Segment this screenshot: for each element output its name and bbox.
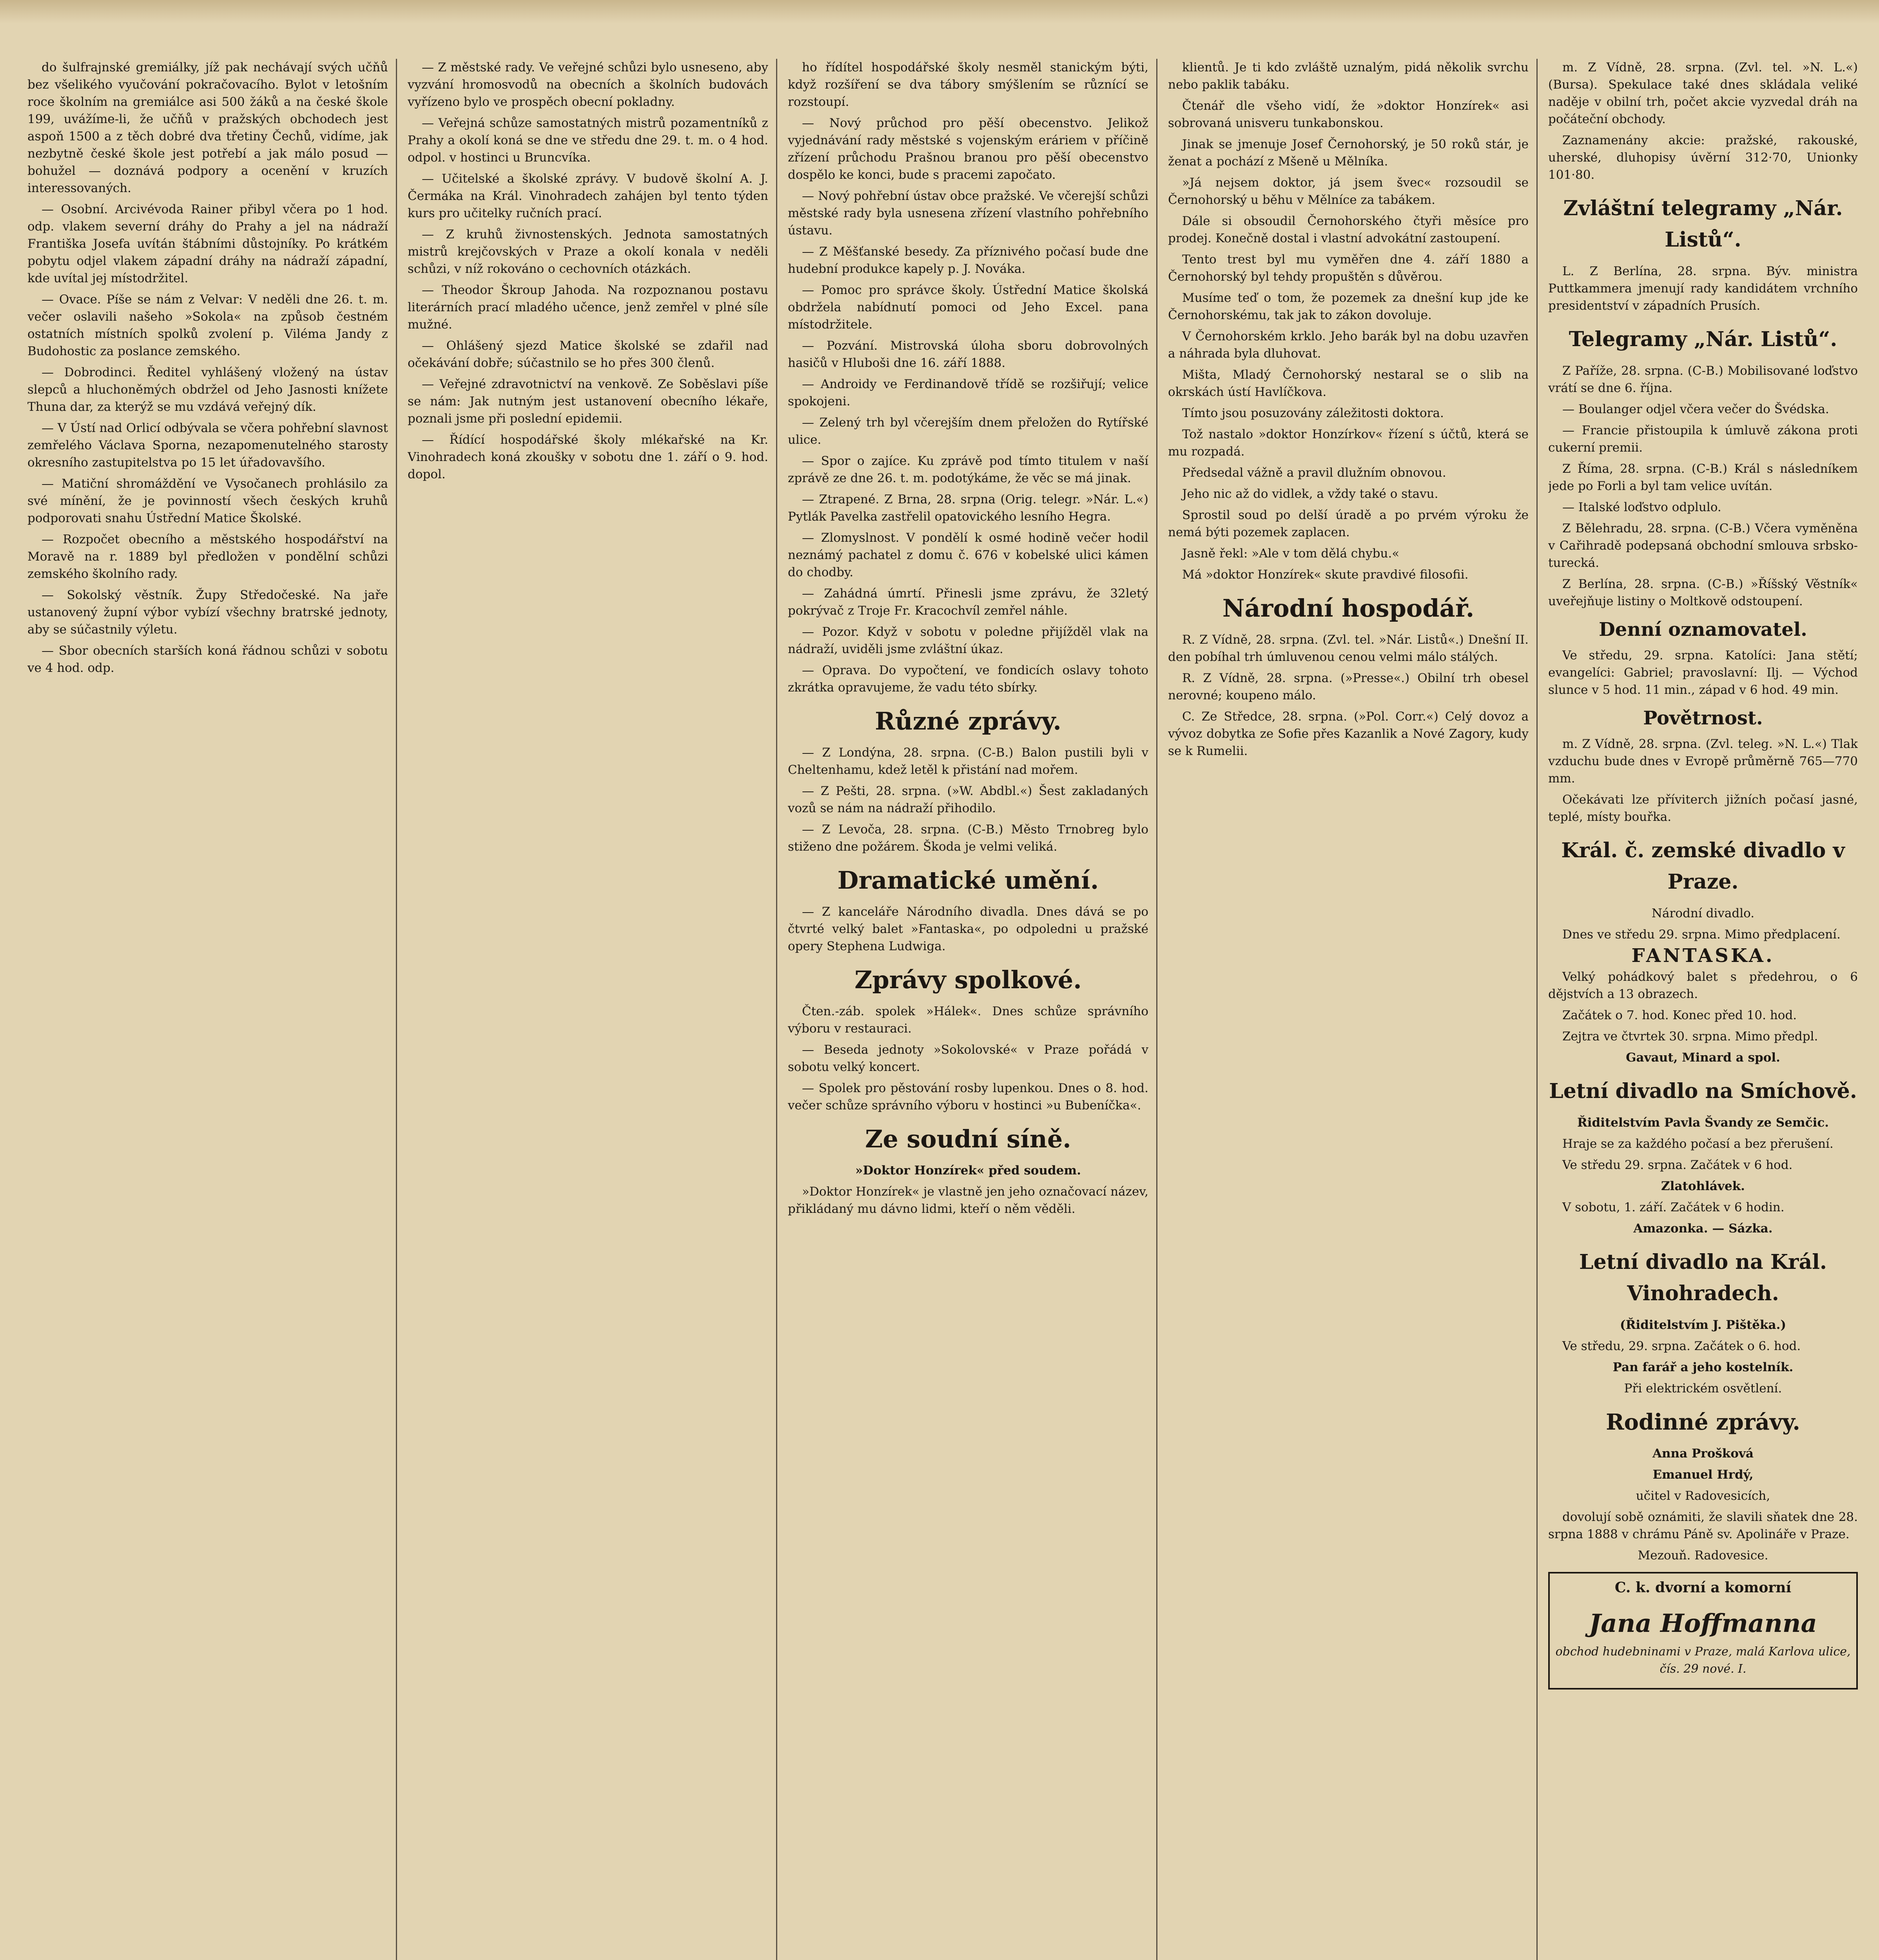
column-divider: [1156, 59, 1157, 1960]
column-divider: [776, 59, 777, 1960]
article-paragraph: Tímto jsou posuzovány záležitosti doktora.: [1182, 406, 1444, 420]
article-paragraph: R. Z Vídně, 28. srpna. (Zvl. tel. »Nár. Listů«.) Dnešní II. den pobíhal trh úmluvenou cenou velmi málo stálých.: [1168, 633, 1529, 664]
column-3: [788, 59, 1148, 1960]
article-paragraph: — Veřejné zdravotnictví na venkově. Ze Soběslavi píše se nám: Jak nutným jest ustanovení obecního lékaře, poznali jsme při poslední epidemii.: [408, 377, 768, 426]
article-paragraph: Jinak se jmenuje Josef Černohorský, je 50 roků stár, je ženat a pochází z Mšeně u Mělníka.: [1168, 137, 1529, 169]
article-paragraph: — Theodor Škroup Jahoda. Na rozpoznanou postavu literárních prací mladého učence, jenž zemřel v plné síle mužné.: [408, 283, 768, 332]
article-paragraph: — Ztrapené. Z Brna, 28. srpna (Orig. telegr. »Nár. L.«) Pytlák Pavelka zastřelil opatovického lesního Hegra.: [788, 492, 1148, 524]
article-paragraph: — Z Měšťanské besedy. Za příznivého počasí bude dne hudební produkce kapely p. J. Nováka.: [788, 245, 1148, 276]
article-paragraph: — Spolek pro pěstování rosby lupenkou. Dnes o 8. hod. večer schůze správního výboru v hostinci »u Bubeníčka«.: [788, 1081, 1148, 1112]
section-heading-povetrnost: Povětrnost.: [1643, 707, 1763, 729]
article-paragraph: Předsedal vážně a pravil dlužním obnovou.: [1182, 466, 1446, 480]
theatre-subtitle: Národní divadlo.: [1651, 906, 1755, 920]
theatre-line: Při elektrickém osvětlení.: [1624, 1381, 1782, 1396]
article-paragraph: R. Z Vídně, 28. srpna. (»Presse«.) Obilní trh obesel nerovné; koupeno málo.: [1168, 671, 1529, 702]
section-heading-dramaticke-umeni: Dramatické umění.: [837, 866, 1099, 895]
article-paragraph: klientů. Je ti kdo zvláště uznalým, pidá několik svrchu nebo paklik tabáku.: [1168, 60, 1529, 92]
article-paragraph: — Dobrodinci. Ředitel vyhlášený vložený na ústav slepců a hluchoněmých obdržel od Jeho Jasnosti knížete Thuna dar, za kterýž se mu vzdává veřejný dík.: [27, 365, 388, 414]
play-title: Zlatohlávek.: [1661, 1179, 1745, 1193]
family-line: Mezouň. Radovesice.: [1638, 1548, 1768, 1563]
article-paragraph: — Rozpočet obecního a městského hospodářství na Moravě na r. 1889 byl předložen v pondělní schůzi zemského školního rady.: [27, 532, 388, 581]
theatre-line: Zejtra ve čtvrtek 30. srpna. Mimo předpl.: [1562, 1029, 1818, 1044]
article-paragraph: Z Říma, 28. srpna. (C-B.) Král s následníkem jede po Forli a byl tam velice uvítán.: [1548, 462, 1858, 493]
article-paragraph: Má »doktor Honzírek« skute pravdivé filosofii.: [1182, 568, 1469, 582]
article-paragraph: — Oprava. Do vypočtení, ve fondicích oslavy tohoto zkrátka opravujeme, že vadu této sbírky.: [788, 663, 1148, 695]
family-line: dovolují sobě oznámiti, že slavili sňatek dne 28. srpna 1888 v chrámu Páně sv. Apolináře v Praze.: [1548, 1510, 1858, 1541]
article-paragraph: — Nový pohřební ústav obce pražské. Ve včerejší schůzi městské rady byla usnesena zřízení vlastního pohřebního ústavu.: [788, 189, 1148, 238]
article-paragraph: Tož nastalo »doktor Honzírkov« řízení s účtů, která se mu rozpadá.: [1168, 427, 1529, 459]
section-heading-telegramy: Telegramy „Nár. Listů“.: [1569, 327, 1837, 351]
article-paragraph: — Pozor. Když v sobotu v poledne přijížděl vlak na nádraží, uviděli jsme zvláštní úkaz.: [788, 625, 1148, 656]
section-heading-ruzne-zpravy: Různé zprávy.: [875, 707, 1061, 735]
theatre-line: Velký pohádkový balet s předehrou, o 6 dějstvích a 13 obrazech.: [1548, 970, 1858, 1001]
article-paragraph: do šulfrajnské gremiálky, jíž pak nechávají svých učňů bez všelikého vyučování pokračovacího. Bylot v letošním roce školním na gremiálce asi 500 žáků a na české škole 199, uvážíme-li, že učňů v pražských obchodech jest aspoň 1500 a z těch dobré dva třetiny Čechů, vidíme, jak nezbytně české škole jest potřebí a jak málo posud — bohužel — doznává podpory a ocenění v kruzích interessovaných.: [27, 60, 388, 195]
article-paragraph: Čten.-záb. spolek »Hálek«. Dnes schůze správního výboru v restauraci.: [788, 1004, 1148, 1036]
article-paragraph: — Zlomyslnost. V pondělí k osmé hodině večer hodil neznámý pachatel z domu č. 676 v kobelské ulici kámen do chodby.: [788, 531, 1148, 579]
article-paragraph: C. Ze Středce, 28. srpna. (»Pol. Corr.«) Celý dovoz a vývoz dobytka ze Sofie přes Kazanlik a Nové Zagory, kudy se k Rumelii.: [1168, 710, 1529, 758]
theatre-line: Začátek o 7. hod. Konec před 10. hod.: [1562, 1008, 1797, 1022]
article-paragraph: V Černohorském krklo. Jeho barák byl na dobu uzavřen a náhrada byla dluhovat.: [1168, 329, 1529, 361]
article-paragraph: m. Z Vídně, 28. srpna. (Zvl. tel. »N. L.«) (Bursa). Spekulace také dnes skládala veliké naděje v obilní trh, počet akcie vyzvedal dráh na počáteční obchody.: [1548, 60, 1858, 126]
article-paragraph: — Androidy ve Ferdinandově třídě se rozšiřují; velice spokojeni.: [788, 377, 1148, 408]
article-paragraph: Mišta, Mladý Černohorský nestaral se o slib na okrskách ústí Havlíčkova.: [1168, 368, 1529, 399]
play-title: Amazonka. — Sázka.: [1633, 1221, 1773, 1236]
article-paragraph: — Nový průchod pro pěší obecenstvo. Jelikož vyjednávání rady městské s vojenským eráriem v příčině zřízení průchodu Prašnou branou pro pěší obecenstvo dospělo ke konci, bude s pracemi započato.: [788, 116, 1148, 182]
article-paragraph: — Italské loďstvo odplulo.: [1562, 500, 1721, 514]
article-paragraph: — Ovace. Píše se nám z Velvar: V neděli dne 26. t. m. večer oslavili našeho »Sokola« na způsob čestném ostatních místních spolků zvolení p. Viléma Jandy z Budohostic za poslance zemského.: [27, 292, 388, 358]
article-paragraph: Musíme teď o tom, že pozemek za dnešní kup jde ke Černohorskému, tak jak to zákon dovoluje.: [1168, 291, 1529, 322]
section-heading-vinohrady: Letní divadlo na Král. Vinohradech.: [1579, 1250, 1827, 1305]
theatre-subtitle: Řiditelstvím Pavla Švandy ze Semčic.: [1577, 1116, 1829, 1130]
article-paragraph: Tento trest byl mu vyměřen dne 4. září 1880 a Černohorský byl tehdy propuštěn s důvěrou.: [1168, 252, 1529, 284]
column-1: [27, 59, 388, 1960]
article-paragraph: — Beseda jednoty »Sokolovské« v Praze pořádá v sobotu velký koncert.: [788, 1043, 1148, 1074]
article-paragraph: Čtenář dle všeho vidí, že »doktor Honzírek« asi sobrovaná unisveru tunkabonskou.: [1168, 99, 1529, 130]
article-paragraph: — V Ústí nad Orlicí odbývala se včera pohřební slavnost zemřelého Václava Sporna, nezapomenutelného starosty okresního zastupitelstva po 15 let úřadovavšího.: [27, 421, 388, 470]
article-paragraph: — Spor o zajíce. Ku zprávě pod tímto titulem v naší zprávě ze dne 26. t. m. podotýkáme, že věc se má jinak.: [788, 454, 1148, 485]
family-line: učitel v Radovesicích,: [1636, 1489, 1770, 1503]
article-paragraph: Ve středu, 29. srpna. Katolíci: Jana stětí; evangelíci: Gabriel; pravoslavní: Ilj. — Východ slunce v 5 hod. 11 min., západ v 6 hod. 49 min.: [1548, 648, 1858, 697]
section-heading-smichov: Letní divadlo na Smíchově.: [1549, 1079, 1857, 1103]
article-paragraph: — Zahádná úmrtí. Přinesli jsme zprávu, že 32letý pokrývač z Troje Fr. Kracochvíl zemřel náhle.: [788, 586, 1148, 618]
article-paragraph: »Já nejsem doktor, já jsem švec« rozsoudil se Černohorský u běhu v Mělníce za tabákem.: [1168, 176, 1529, 207]
article-paragraph: Jeho nic až do vidlek, a vždy také o stavu.: [1182, 487, 1438, 501]
article-paragraph: — Z Londýna, 28. srpna. (C-B.) Balon pustili byli v Cheltenhamu, kdež letěl k přistání nad mořem.: [788, 746, 1148, 777]
column-divider: [1536, 59, 1538, 1960]
article-paragraph: — Zelený trh byl včerejším dnem přeložen do Rytířské ulice.: [788, 416, 1148, 447]
article-paragraph: — Boulanger odjel včera večer do Švédska.: [1562, 402, 1829, 416]
article-paragraph: — Učitelské a školské zprávy. V budově školní A. J. Čermáka na Král. Vinohradech zahájen byl tento týden kurs pro učitelky ručních prací.: [408, 172, 768, 220]
article-paragraph: — Osobní. Arcivévoda Rainer přibyl včera po 1 hod. odp. vlakem severní dráhy do Prahy a jel na nádraží Františka Josefa uvítán štábními důstojníky. Po krátkém pobytu odjel vlakem západní dráhy na nádraží západní, kde uvítal jej místodržitel.: [27, 202, 388, 285]
section-heading-ze-soudni-sine: Ze soudní síně.: [865, 1125, 1071, 1153]
section-heading-zvlastni-telegramy: Zvláštní telegramy „Nár. Listů“.: [1563, 196, 1843, 252]
article-paragraph: — Pomoc pro správce školy. Ústřední Matice školská obdržela nabídnutí pomoci od Jeho Excel. pana místodržitele.: [788, 283, 1148, 332]
article-paragraph: m. Z Vídně, 28. srpna. (Zvl. teleg. »N. L.«) Tlak vzduchu bude dnes v Evropě průměrně 765—770 mm.: [1548, 737, 1858, 786]
theatre-subtitle: (Řiditelstvím J. Pištěka.): [1620, 1318, 1787, 1332]
article-paragraph: — Z kruhů živnostenských. Jednota samostatných mistrů krejčovských v Praze a okolí konala v neděli schůzi, v níž rokováno o cechovních otázkách.: [408, 227, 768, 276]
article-paragraph: — Veřejná schůze samostatných mistrů pozamentníků z Prahy a okolí koná se dne ve středu dne 29. t. m. o 4 hod. odpol. v hostinci u Bruncvíka.: [408, 116, 768, 165]
article-paragraph: L. Z Berlína, 28. srpna. Býv. ministra Puttkammera jmenují rady kandidátem vrchního presidentství v západních Prusích.: [1548, 264, 1858, 313]
article-paragraph: — Francie přistoupila k úmluvě zákona proti cukerní premii.: [1548, 423, 1858, 455]
section-heading-narodni-hospodar: Národní hospodář.: [1222, 594, 1475, 622]
article-paragraph: ho řídítel hospodářské školy nesměl stanickým býti, když rozšíření se dva tábory smýšlením se různící se rozstoupí.: [788, 60, 1148, 109]
article-paragraph: — Matiční shromáždění ve Vysočanech prohlásilo za své mínění, že je povinností všech českých kruhů podporovati snahu Ústřední Matice Školské.: [27, 477, 388, 525]
column-5: [1548, 59, 1858, 1960]
article-paragraph: Z Paříže, 28. srpna. (C-B.) Mobilisované loďstvo vrátí se dne 6. října.: [1548, 364, 1858, 395]
play-title: Pan farář a jeho kostelník.: [1612, 1360, 1794, 1374]
column-2: [408, 59, 768, 1960]
article-paragraph: — Pozvání. Mistrovská úloha sboru dobrovolných hasičů v Hluboši dne 16. září 1888.: [788, 339, 1148, 370]
column-divider: [396, 59, 397, 1960]
article-paragraph: — Ohlášený sjezd Matice školské se zdařil nad očekávání dobře; súčastnilo se ho přes 300 členů.: [408, 339, 768, 370]
article-paragraph: Jasně řekl: »Ale v tom dělá chybu.«: [1182, 546, 1400, 561]
ad-main-line: Jana Hoffmanna: [1589, 1609, 1817, 1638]
theatre-line: V sobotu, 1. září. Začátek v 6 hodin.: [1562, 1200, 1785, 1214]
article-paragraph: — Z kanceláře Národního divadla. Dnes dává se po čtvrté velký balet »Fantaska«, po odpoledni u pražské opery Stephena Ludwiga.: [788, 905, 1148, 953]
ad-sub-line: obchod hudebninami v Praze, malá Karlova ulice, čís. 29 nové. I.: [1555, 1645, 1851, 1676]
theatre-line: Dnes ve středu 29. srpna. Mimo předplacení.: [1562, 927, 1841, 942]
section-heading-denni-oznamovatel: Denní oznamovatel.: [1599, 619, 1807, 641]
article-paragraph: Z Berlína, 28. srpna. (C-B.) »Říšský Věstník« uveřejňuje listiny o Moltkově odstoupení.: [1548, 577, 1858, 608]
theatre-line: Hraje se za každého počasí a bez přerušení.: [1562, 1137, 1834, 1151]
top-edge-shading: [0, 0, 1879, 24]
play-title: Gavaut, Minard a spol.: [1626, 1051, 1780, 1065]
article-paragraph: — Z Levoča, 28. srpna. (C-B.) Město Trnobreg bylo stiženo dne požárem. Škoda je velmi veliká.: [788, 822, 1148, 854]
section-heading-zpravy-spolkove: Zprávy spolkové.: [854, 965, 1082, 994]
family-name: Emanuel Hrdý,: [1652, 1468, 1754, 1482]
ad-top-line: C. k. dvorní a komorní: [1614, 1579, 1792, 1596]
article-paragraph: — Z městské rady. Ve veřejné schůzi bylo usneseno, aby vyzvání hromosvodů na obecních a školních budovách vyřízeno bylo ve prospěch obecní pokladny.: [408, 60, 768, 109]
article-paragraph: Očekávati lze příviterch jižních počasí jasné, teplé, místy bouřka.: [1548, 793, 1858, 824]
article-paragraph: Zaznamenány akcie: pražské, rakouské, uherské, dluhopisy úvěrní 312·70, Unionky 101·80.: [1548, 133, 1858, 182]
article-headline: »Doktor Honzírek« před soudem.: [855, 1163, 1081, 1178]
section-heading-rodinne-zpravy: Rodinné zprávy.: [1606, 1409, 1800, 1435]
article-paragraph: — Řídící hospodářské školy mlékařské na Kr. Vinohradech koná zkoušky v sobotu dne 1. září o 9. hod. dopol.: [408, 433, 768, 481]
article-paragraph: — Sbor obecních starších koná řádnou schůzi v sobotu ve 4 hod. odp.: [27, 644, 388, 675]
article-paragraph: Dále si obsoudil Černohorského čtyři měsíce pro prodej. Konečně dostal i vlastní advokátní zastoupení.: [1168, 214, 1529, 245]
article-paragraph: »Doktor Honzírek« je vlastně jen jeho označovací název, přikládaný mu dávno lidmi, kteří o něm věděli.: [788, 1185, 1148, 1216]
theatre-line: Ve středu 29. srpna. Začátek v 6 hod.: [1562, 1158, 1793, 1172]
article-paragraph: — Z Pešti, 28. srpna. (»W. Abdbl.«) Šest zakladaných vozů se nám na nádraží přihodilo.: [788, 784, 1148, 815]
section-heading-zemske-divadlo: Král. č. zemské divadlo v Praze.: [1561, 838, 1845, 894]
family-name: Anna Prošková: [1652, 1446, 1754, 1461]
hoffmann-advertisement: [1548, 1572, 1858, 1690]
article-paragraph: Z Bělehradu, 28. srpna. (C-B.) Včera vyměněna v Cařihradě podepsaná obchodní smlouva srbsko-turecká.: [1548, 521, 1858, 570]
column-4: [1168, 59, 1529, 1960]
theatre-line: Ve středu, 29. srpna. Začátek o 6. hod.: [1562, 1339, 1801, 1353]
play-title: FANTASKA.: [1631, 945, 1775, 967]
article-paragraph: — Sokolský věstník. Župy Středočeské. Na jaře ustanovený župní výbor vybízí všechny bratrské jednoty, aby se súčastnily výletu.: [27, 588, 388, 637]
article-paragraph: Sprostil soud po delší úradě a po prvém výroku že nemá býti pozemek zaplacen.: [1168, 508, 1529, 539]
